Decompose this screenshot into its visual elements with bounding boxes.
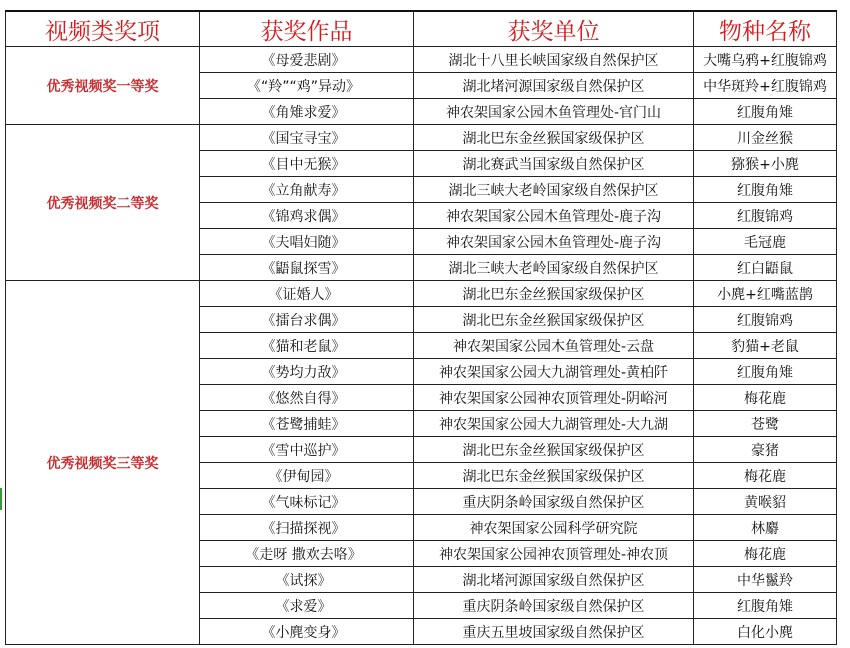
header-category: 视频类奖项 — [6, 11, 200, 47]
work-cell: 《夫唱妇随》 — [200, 229, 414, 255]
unit-cell: 神农架国家公园木鱼管理处-鹿子沟 — [414, 229, 694, 255]
unit-cell: 湖北堵河源国家级自然保护区 — [414, 567, 694, 593]
unit-cell: 湖北巴东金丝猴国家级保护区 — [414, 281, 694, 307]
species-cell: 红腹角雉 — [694, 359, 837, 385]
unit-cell: 重庆五里坡国家级自然保护区 — [414, 619, 694, 645]
cell-cursor-marker — [0, 488, 2, 510]
species-cell: 小麂+红嘴蓝鹊 — [694, 281, 837, 307]
species-cell: 中华斑羚+红腹锦鸡 — [694, 73, 837, 99]
species-cell: 梅花鹿 — [694, 463, 837, 489]
species-cell: 大嘴乌鸦+红腹锦鸡 — [694, 47, 837, 73]
award-category-cell: 优秀视频奖三等奖 — [6, 281, 200, 645]
header-row — [6, 11, 837, 47]
unit-cell: 湖北巴东金丝猴国家级保护区 — [414, 437, 694, 463]
unit-cell: 湖北赛武当国家级自然保护区 — [414, 151, 694, 177]
work-cell: 《走呀 撒欢去咯》 — [200, 541, 414, 567]
table-row — [6, 281, 837, 307]
species-cell: 苍鹭 — [694, 411, 837, 437]
work-cell: 《母爱悲剧》 — [200, 47, 414, 73]
unit-cell: 重庆阴条岭国家级自然保护区 — [414, 489, 694, 515]
work-cell: 《锦鸡求偶》 — [200, 203, 414, 229]
species-cell: 梅花鹿 — [694, 541, 837, 567]
species-cell: 红腹角雉 — [694, 99, 837, 125]
work-cell: 《鼯鼠探雪》 — [200, 255, 414, 281]
work-cell: 《扫描探视》 — [200, 515, 414, 541]
species-cell: 红腹角雉 — [694, 177, 837, 203]
work-cell: 《气味标记》 — [200, 489, 414, 515]
species-cell: 豹猫+老鼠 — [694, 333, 837, 359]
work-cell: 《“羚”“鸡”异动》 — [200, 73, 414, 99]
work-cell: 《证婚人》 — [200, 281, 414, 307]
work-cell: 《目中无猴》 — [200, 151, 414, 177]
unit-cell: 神农架国家公园大九湖管理处-黄柏阡 — [414, 359, 694, 385]
unit-cell: 湖北三峡大老岭国家级自然保护区 — [414, 255, 694, 281]
work-cell: 《角雉求爱》 — [200, 99, 414, 125]
table-row — [6, 125, 837, 151]
species-cell: 梅花鹿 — [694, 385, 837, 411]
unit-cell: 湖北巴东金丝猴国家级保护区 — [414, 125, 694, 151]
unit-cell: 湖北巴东金丝猴国家级保护区 — [414, 307, 694, 333]
work-cell: 《擂台求偶》 — [200, 307, 414, 333]
species-cell: 红白鼯鼠 — [694, 255, 837, 281]
award-category-cell: 优秀视频奖一等奖 — [6, 47, 200, 125]
unit-cell: 神农架国家公园神农顶管理处-神农顶 — [414, 541, 694, 567]
species-cell: 川金丝猴 — [694, 125, 837, 151]
work-cell: 《猫和老鼠》 — [200, 333, 414, 359]
work-cell: 《试探》 — [200, 567, 414, 593]
species-cell: 猕猴+小麂 — [694, 151, 837, 177]
work-cell: 《雪中巡护》 — [200, 437, 414, 463]
work-cell: 《立角献寿》 — [200, 177, 414, 203]
unit-cell: 重庆阴条岭国家级自然保护区 — [414, 593, 694, 619]
work-cell: 《求爱》 — [200, 593, 414, 619]
header-work: 获奖作品 — [200, 11, 414, 47]
species-cell: 黄喉貂 — [694, 489, 837, 515]
work-cell: 《悠然自得》 — [200, 385, 414, 411]
unit-cell: 湖北巴东金丝猴国家级保护区 — [414, 463, 694, 489]
unit-cell: 神农架国家公园大九湖管理处-大九湖 — [414, 411, 694, 437]
header-unit: 获奖单位 — [414, 11, 694, 47]
species-cell: 红腹锦鸡 — [694, 307, 837, 333]
unit-cell: 湖北三峡大老岭国家级自然保护区 — [414, 177, 694, 203]
species-cell: 毛冠鹿 — [694, 229, 837, 255]
species-cell: 白化小麂 — [694, 619, 837, 645]
species-cell: 中华鬣羚 — [694, 567, 837, 593]
work-cell: 《小麂变身》 — [200, 619, 414, 645]
unit-cell: 神农架国家公园木鱼管理处-官门山 — [414, 99, 694, 125]
unit-cell: 神农架国家公园科学研究院 — [414, 515, 694, 541]
table-row — [6, 47, 837, 73]
work-cell: 《势均力敌》 — [200, 359, 414, 385]
work-cell: 《国宝寻宝》 — [200, 125, 414, 151]
species-cell: 红腹角雉 — [694, 593, 837, 619]
work-cell: 《苍鹭捕蛙》 — [200, 411, 414, 437]
unit-cell: 神农架国家公园木鱼管理处-云盘 — [414, 333, 694, 359]
award-category-cell: 优秀视频奖二等奖 — [6, 125, 200, 281]
unit-cell: 湖北堵河源国家级自然保护区 — [414, 73, 694, 99]
species-cell: 豪猪 — [694, 437, 837, 463]
unit-cell: 神农架国家公园木鱼管理处-鹿子沟 — [414, 203, 694, 229]
awards-table — [5, 10, 837, 645]
work-cell: 《伊甸园》 — [200, 463, 414, 489]
unit-cell: 神农架国家公园神农顶管理处-阴峪河 — [414, 385, 694, 411]
species-cell: 林麝 — [694, 515, 837, 541]
unit-cell: 湖北十八里长峡国家级自然保护区 — [414, 47, 694, 73]
header-species: 物种名称 — [694, 11, 837, 47]
species-cell: 红腹锦鸡 — [694, 203, 837, 229]
